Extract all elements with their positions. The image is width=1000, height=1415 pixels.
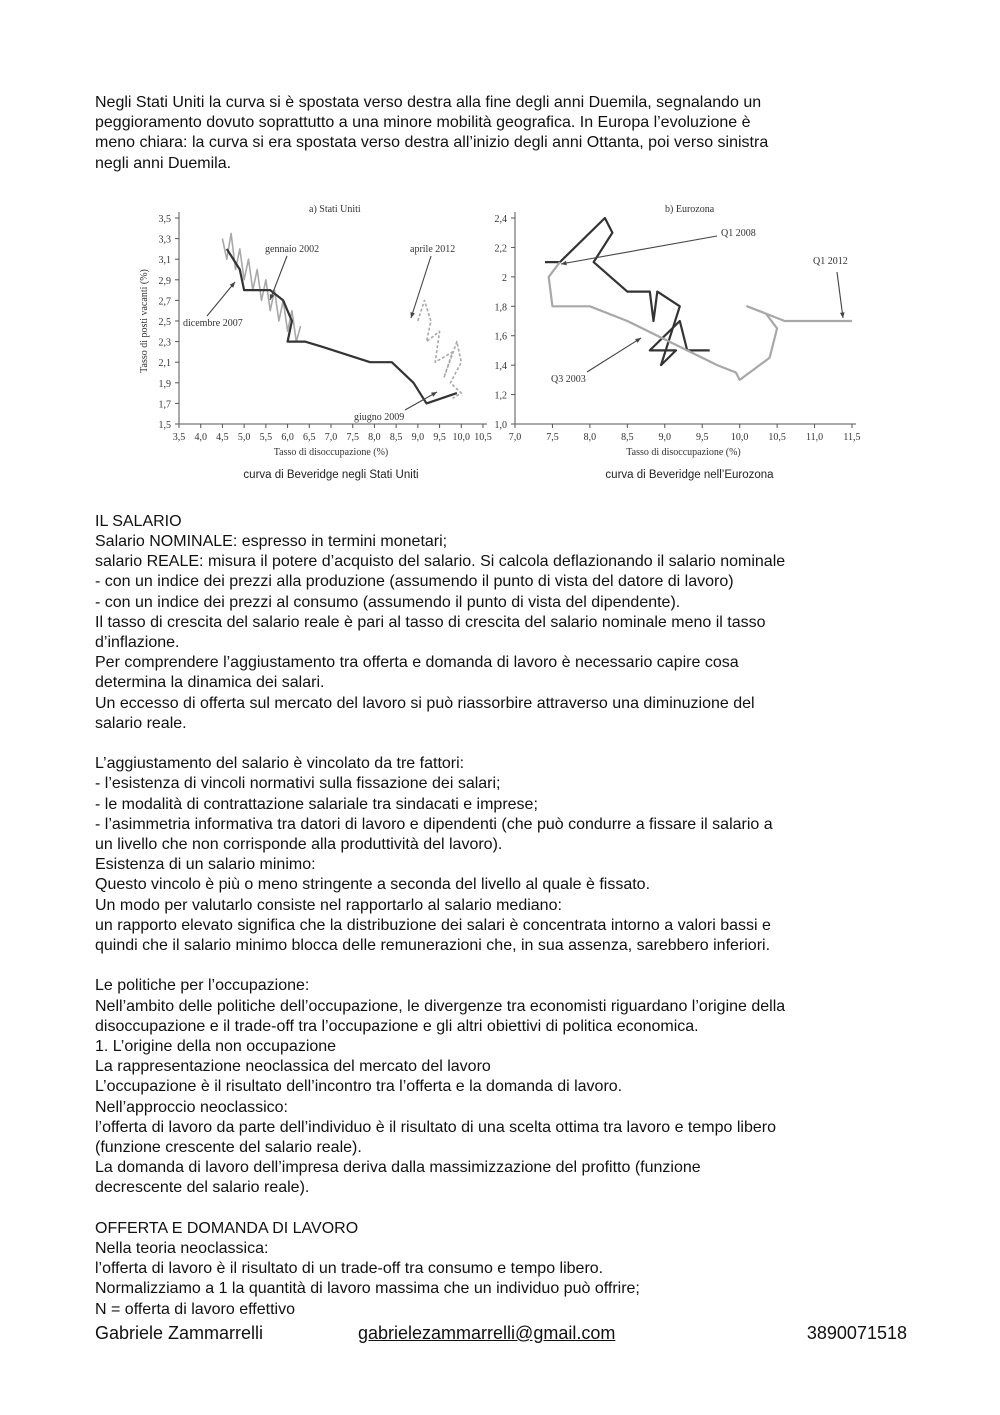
body-line: Salario NOMINALE: espresso in termini monetari;: [95, 533, 448, 551]
body-line: determina la dinamica dei salari.: [95, 674, 325, 692]
x-tick-label: 8,5: [621, 431, 634, 443]
y-tick-label: 2,7: [158, 296, 171, 308]
x-tick-label: 10,5: [474, 431, 492, 443]
annotation-label: gennaio 2002: [265, 243, 320, 255]
series-line-dashed: [418, 300, 461, 398]
beveridge-charts: [95, 190, 907, 500]
series-line-dark-solid: [227, 249, 457, 404]
body-text: [95, 512, 907, 1320]
body-line: un livello che non corrisponde alla produttività del lavoro).: [95, 836, 503, 854]
annotation-arrow-head: [410, 312, 414, 318]
x-tick-label: 8,0: [368, 431, 381, 443]
y-tick-label: 1,4: [494, 360, 507, 372]
x-tick-label: 6,0: [281, 431, 294, 443]
y-tick-label: 2,2: [494, 243, 507, 255]
y-tick-label: 1,0: [494, 419, 507, 431]
y-tick-label: 1,8: [494, 302, 507, 314]
y-tick-label: 2,9: [158, 275, 171, 287]
chart-caption: curva di Beveridge negli Stati Uniti: [243, 468, 419, 481]
body-line: N = offerta di lavoro effettivo: [95, 1300, 295, 1318]
body-line: Esistenza di un salario minimo:: [95, 856, 316, 874]
y-tick-label: 2: [502, 272, 507, 284]
x-tick-label: 11,0: [805, 431, 824, 443]
x-tick-label: 7,5: [346, 431, 359, 443]
author-phone: 3890071518: [806, 1323, 907, 1343]
x-tick-label: 8,0: [583, 431, 597, 443]
body-line: [95, 1199, 907, 1219]
body-line: La rappresentazione neoclassica del mercato del lavoro: [95, 1058, 491, 1076]
y-tick-label: 1,5: [158, 419, 171, 431]
annotation-label: giugno 2009: [354, 411, 405, 423]
body-line: decrescente del salario reale).: [95, 1179, 310, 1197]
body-line: Un modo per valutarlo consiste nel rapportarlo al salario mediano:: [95, 896, 562, 914]
body-line: salario REALE: misura il potere d’acquisto del salario. Si calcola deflazionando il salario nominale: [95, 553, 786, 571]
annotation-label: dicembre 2007: [183, 317, 243, 329]
body-line: Per comprendere l’aggiustamento tra offerta e domanda di lavoro è necessario capire cosa: [95, 654, 739, 672]
body-line: Nell’ambito delle politiche dell’occupazione, le divergenze tra economisti riguardano l’origine della: [95, 997, 786, 1015]
y-tick-label: 2,5: [158, 316, 171, 328]
x-tick-label: 4,5: [216, 431, 229, 443]
y-tick-label: 3,5: [158, 213, 171, 225]
intro-line: Negli Stati Uniti la curva si è spostata verso destra alla fine degli anni Duemila, segnalando un: [95, 94, 762, 111]
chart-caption: curva di Beveridge nell’Eurozona: [605, 468, 774, 481]
body-line: Nell’approccio neoclassico:: [95, 1098, 288, 1116]
x-tick-label: 11,5: [843, 431, 861, 443]
body-line: disoccupazione e il trade-off tra l’occupazione e gli altri obiettivi di politica economica.: [95, 1017, 699, 1035]
beveridge-figure: [95, 190, 907, 500]
footer: [95, 1323, 907, 1345]
annotation-arrow-head: [635, 338, 641, 343]
x-tick-label: 9,0: [658, 431, 672, 443]
document-page: [95, 93, 907, 1320]
x-tick-label: 7,0: [508, 431, 522, 443]
body-line: Normalizziamo a 1 la quantità di lavoro massima che un individuo può offrire;: [95, 1280, 640, 1298]
intro-line: negli anni Duemila.: [95, 154, 232, 172]
author-email-link[interactable]: gabrielezammarrelli@gmail.com: [358, 1323, 616, 1343]
x-tick-label: 8,5: [389, 431, 403, 443]
body-line: La domanda di lavoro dell’impresa deriva dalla massimizzazione del profitto (funzione: [95, 1159, 701, 1177]
intro-paragraph: [95, 93, 907, 174]
body-line: IL SALARIO: [95, 512, 182, 530]
x-tick-label: 9,5: [433, 431, 446, 443]
body-line: - con un indice dei prezzi alla produzione (assumendo il punto di vista del datore di lavoro): [95, 573, 734, 591]
intro-line: peggioramento dovuto soprattutto a una minore mobilità geografica. In Europa l’evoluzione è: [95, 114, 751, 132]
body-line: [95, 956, 907, 976]
body-line: L’aggiustamento del salario è vincolato da tre fattori:: [95, 755, 465, 773]
author-name: Gabriele Zammarrelli: [95, 1323, 264, 1343]
y-tick-label: 1,2: [494, 390, 507, 402]
body-line: (funzione crescente del salario reale).: [95, 1139, 362, 1157]
body-line: OFFERTA E DOMANDA DI LAVORO: [95, 1219, 359, 1237]
body-line: l’offerta di lavoro da parte dell’individuo è il risultato di una scelta ottima tra lavoro e tempo libero: [95, 1118, 776, 1136]
x-tick-label: 3,5: [172, 431, 186, 443]
x-tick-label: 6,5: [303, 431, 316, 443]
annotation-label: Q1 2012: [813, 255, 848, 267]
annotation-arrow: [270, 256, 287, 300]
body-line: salario reale.: [95, 714, 187, 732]
y-tick-label: 2,4: [494, 213, 507, 225]
annotation-arrow: [207, 282, 235, 316]
body-line: Un eccesso di offerta sul mercato del lavoro si può riassorbire attraverso una diminuzione del: [95, 694, 755, 712]
intro-line: meno chiara: la curva si era spostata verso destra all’inizio degli anni Ottanta, poi verso sinistra: [95, 134, 769, 152]
annotation-label: Q3 2003: [551, 373, 586, 385]
chart-title: b) Eurozona: [665, 203, 715, 215]
body-line: l’offerta di lavoro è il risultato di un trade-off tra consumo e tempo libero.: [95, 1260, 604, 1278]
body-line: - con un indice dei prezzi al consumo (assumendo il punto di vista del dipendente).: [95, 593, 681, 611]
body-line: quindi che il salario minimo blocca delle remunerazioni che, in sua assenza, sarebbero inferiori.: [95, 937, 771, 955]
annotation-arrow-head: [840, 312, 845, 318]
annotation-arrow: [587, 338, 641, 372]
series-line-light-solid: [549, 262, 852, 380]
y-axis-label: Tasso di posti vacanti (%): [139, 268, 150, 373]
body-line: - l’asimmetria informativa tra datori di lavoro e dipendenti (che può condurre a fissare il salario a: [95, 815, 773, 833]
x-tick-label: 5,0: [237, 431, 251, 443]
body-line: un rapporto elevato significa che la distribuzione dei salari è concentrata intorno a valori bassi e: [95, 916, 771, 934]
x-axis-label: Tasso di disoccupazione (%): [626, 446, 741, 458]
series-line-dark-solid: [545, 218, 710, 365]
y-tick-label: 3,1: [158, 255, 171, 267]
body-line: - l’esistenza di vincoli normativi sulla fissazione dei salari;: [95, 775, 501, 793]
x-tick-label: 4,0: [194, 431, 207, 443]
body-line: 1. L’origine della non occupazione: [95, 1038, 337, 1056]
y-tick-label: 1,6: [494, 331, 507, 343]
x-axis-label: Tasso di disoccupazione (%): [273, 446, 389, 458]
x-tick-label: 10,5: [768, 431, 786, 443]
annotation-label: aprile 2012: [410, 243, 456, 255]
x-tick-label: 10,0: [452, 431, 471, 443]
x-tick-label: 10,0: [730, 431, 749, 443]
body-line: d’inflazione.: [95, 634, 180, 652]
y-tick-label: 2,1: [158, 358, 171, 370]
body-line: Nella teoria neoclassica:: [95, 1240, 269, 1258]
annotation-label: Q1 2008: [721, 227, 756, 239]
y-tick-label: 1,9: [158, 378, 171, 390]
body-line: Questo vincolo è più o meno stringente a seconda del livello al quale è fissato.: [95, 876, 651, 894]
body-line: L’occupazione è il risultato dell’incontro tra l’offerta e la domanda di lavoro.: [95, 1078, 623, 1096]
annotation-arrow: [837, 272, 843, 318]
body-line: Il tasso di crescita del salario reale è pari al tasso di crescita del salario nominale meno il tasso: [95, 613, 766, 631]
body-line: Le politiche per l’occupazione:: [95, 977, 310, 995]
x-tick-label: 9,5: [695, 431, 709, 443]
y-tick-label: 1,7: [158, 399, 171, 411]
x-tick-label: 5,5: [259, 431, 273, 443]
x-tick-label: 9,0: [411, 431, 425, 443]
annotation-arrow: [561, 236, 717, 264]
body-line: [95, 734, 907, 754]
y-tick-label: 2,3: [158, 337, 171, 349]
y-tick-label: 3,3: [158, 234, 171, 246]
x-tick-label: 7,0: [324, 431, 338, 443]
body-line: - le modalità di contrattazione salariale tra sindacati e imprese;: [95, 795, 538, 813]
x-tick-label: 7,5: [546, 431, 559, 443]
chart-title: a) Stati Uniti: [309, 203, 361, 215]
